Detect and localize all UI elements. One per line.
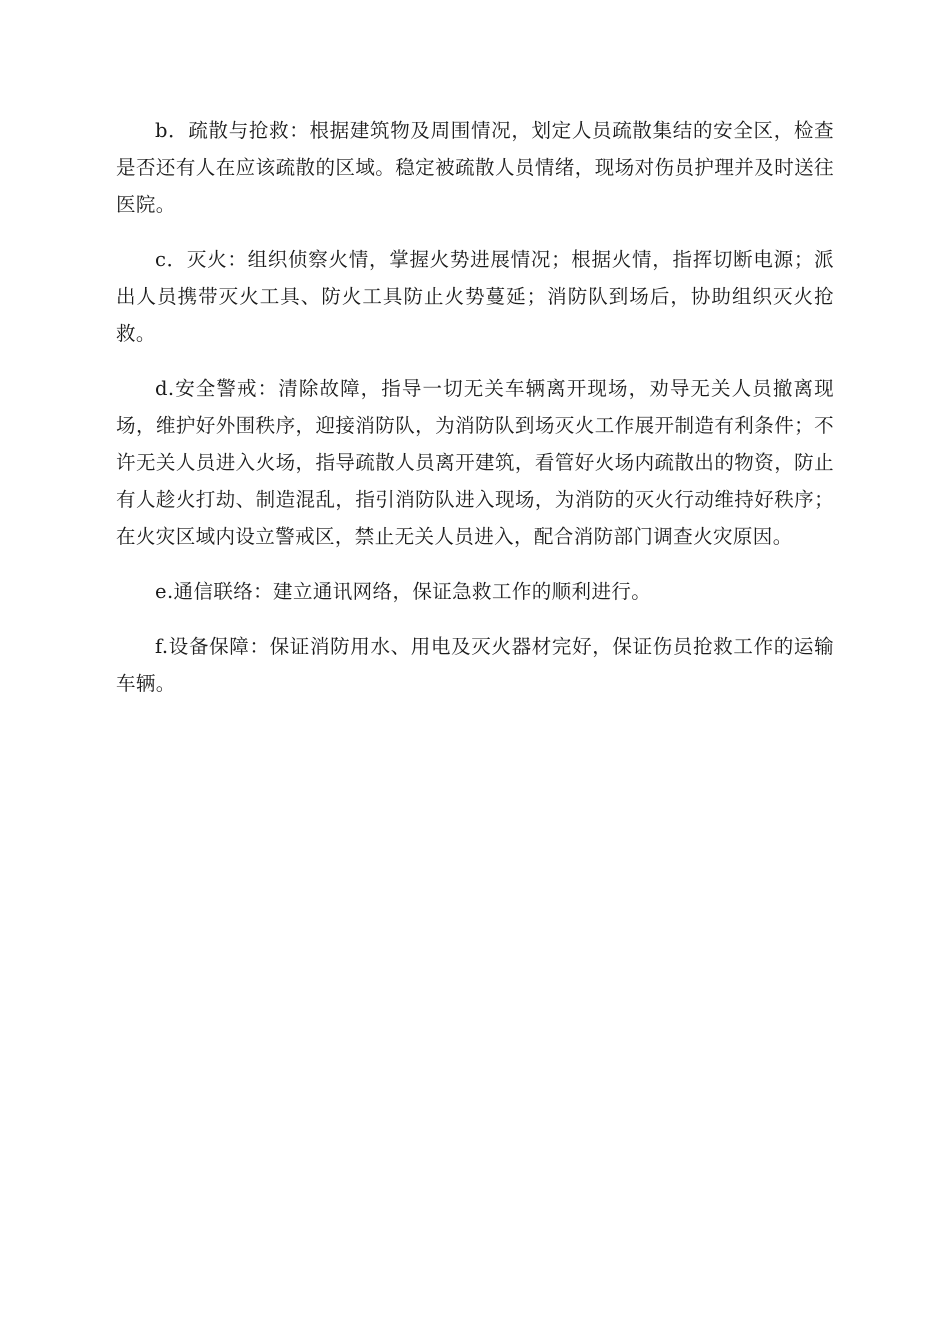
paragraph-firefighting: c．灭火：组织侦察火情，掌握火势进展情况；根据火情，指挥切断电源；派出人员携带灭火工具、防火工具防止火势蔓延；消防队到场后，协助组织灭火抢救。 [116, 248, 834, 345]
document-body [116, 112, 834, 720]
paragraph-equipment-support: f.设备保障：保证消防用水、用电及灭火器材完好，保证伤员抢救工作的运输车辆。 [116, 635, 834, 695]
paragraph-communication: e.通信联络：建立通讯网络，保证急救工作的顺利进行。 [155, 580, 652, 603]
paragraph-evacuation-rescue: b．疏散与抢救：根据建筑物及周围情况，划定人员疏散集结的安全区，检查是否还有人在应该疏散的区域。稳定被疏散人员情绪，现场对伤员护理并及时送往医院。 [116, 119, 834, 216]
paragraph-security-cordon: d.安全警戒：清除故障，指导一切无关车辆离开现场，劝导无关人员撤离现场，维护好外围秩序，迎接消防队，为消防队到场灭火工作展开制造有利条件；不许无关人员进入火场，指导疏散人员离开建筑，看管好火场内疏散出的物资，防止有人趁火打劫、制造混乱，指引消防队进入现场，为消防的灭火行动维持好秩序；在火灾区域内设立警戒区，禁止无关人员进入，配合消防部门调查火灾原因。 [116, 377, 834, 548]
